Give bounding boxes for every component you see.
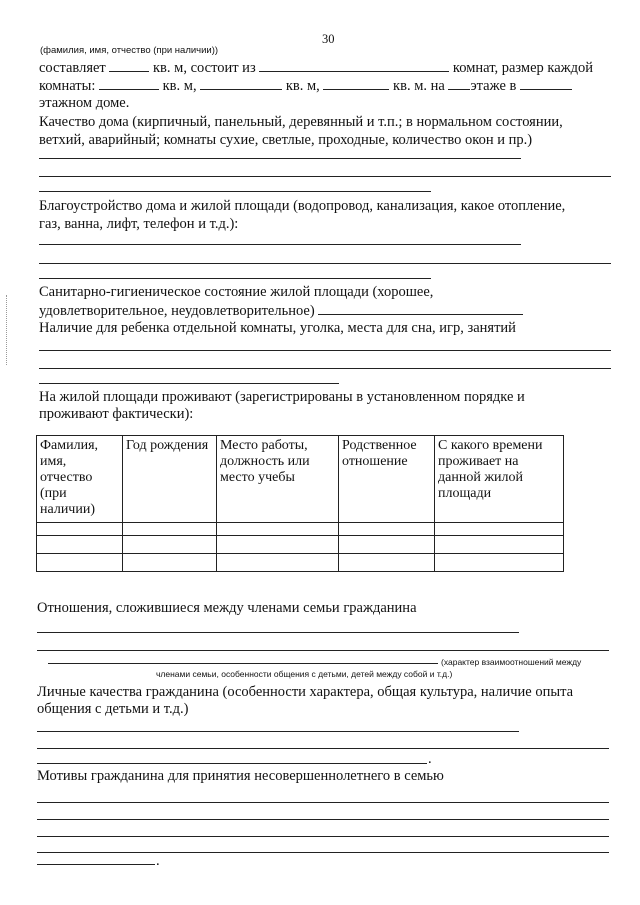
room-1-unit: кв. м, bbox=[162, 78, 197, 94]
personal-answer-line-2[interactable] bbox=[37, 748, 609, 749]
header-relation: Родственное отношение bbox=[339, 436, 435, 523]
floors-total-field[interactable] bbox=[520, 76, 572, 90]
amenities-line-2: газ, ванна, лифт, телефон и т.д.): bbox=[39, 216, 239, 232]
table-cell[interactable] bbox=[37, 523, 123, 536]
table-cell[interactable] bbox=[217, 536, 339, 554]
table-cell[interactable] bbox=[339, 523, 435, 536]
header-birth-year: Год рождения bbox=[123, 436, 217, 523]
motives-answer-line-2[interactable] bbox=[37, 819, 609, 820]
sanitary-field[interactable] bbox=[318, 301, 523, 315]
room-1-field[interactable] bbox=[99, 76, 159, 90]
relations-title: Отношения, сложившиеся между членами семьи гражданина bbox=[37, 600, 417, 616]
residents-line-1: На жилой площади проживают (зарегистрированы в установленном порядке и bbox=[39, 389, 525, 405]
motives-answer-line-3[interactable] bbox=[37, 836, 609, 837]
table-cell[interactable] bbox=[435, 523, 564, 536]
page-number: 30 bbox=[322, 32, 335, 46]
amenities-line-1: Благоустройство дома и жилой площади (водопровод, канализация, какое отопление, bbox=[39, 198, 566, 214]
sanitary-line-1: Санитарно-гигиеническое состояние жилой площади (хорошее, bbox=[39, 284, 434, 300]
table-cell[interactable] bbox=[435, 554, 564, 572]
room-2-unit: кв. м, bbox=[285, 78, 320, 94]
room-3-unit: кв. м. на bbox=[393, 78, 445, 94]
table-cell[interactable] bbox=[217, 554, 339, 572]
area-label-b: кв. м, состоит из bbox=[153, 60, 256, 76]
personal-answer-line-3[interactable] bbox=[37, 763, 427, 764]
child-room-answer-line-2[interactable] bbox=[39, 368, 611, 369]
sanitary-label: удовлетворительное, неудовлетворительное) bbox=[39, 303, 315, 319]
hint-fio: (фамилия, имя, отчество (при наличии)) bbox=[40, 45, 219, 56]
motives-answer-line-1[interactable] bbox=[37, 802, 609, 803]
rooms-label: комнаты: bbox=[39, 78, 96, 94]
floor-field[interactable] bbox=[448, 76, 470, 90]
header-fio: Фамилия, имя, отчество (при наличии) bbox=[37, 436, 123, 523]
amenities-answer-line-2[interactable] bbox=[39, 263, 611, 264]
quality-line-2: ветхий, аварийный; комнаты сухие, светлые, проходные, количество окон и пр.) bbox=[39, 132, 533, 148]
residents-line-2: проживают фактически): bbox=[39, 406, 194, 422]
table-header-row bbox=[37, 436, 564, 523]
table-cell[interactable] bbox=[123, 523, 217, 536]
child-room-answer-line-1[interactable] bbox=[39, 350, 611, 351]
relations-hint-2: членами семьи, особенности общения с детьми, детей между собой и т.д.) bbox=[156, 669, 453, 679]
relations-hint-1: (характер взаимоотношений между bbox=[441, 657, 582, 667]
room-3-field[interactable] bbox=[323, 76, 389, 90]
table-cell[interactable] bbox=[339, 536, 435, 554]
personal-line-1: Личные качества гражданина (особенности характера, общая культура, наличие опыта bbox=[37, 684, 574, 700]
header-workplace: Место работы, должность или место учебы bbox=[217, 436, 339, 523]
scan-artifact-dots bbox=[6, 295, 8, 365]
area-line-1 bbox=[39, 58, 593, 77]
quality-answer-line-3[interactable] bbox=[39, 191, 431, 192]
child-room-label: Наличие для ребенка отдельной комнаты, уголка, места для сна, игр, занятий bbox=[39, 320, 516, 336]
table-row bbox=[37, 523, 564, 536]
table-cell[interactable] bbox=[123, 536, 217, 554]
quality-answer-line-2[interactable] bbox=[39, 176, 611, 177]
area-label-a: составляет bbox=[39, 60, 106, 76]
motives-end-dot: . bbox=[156, 853, 160, 869]
table-cell[interactable] bbox=[37, 554, 123, 572]
motives-label: Мотивы гражданина для принятия несовершеннолетнего в семью bbox=[37, 768, 444, 784]
quality-answer-line-1[interactable] bbox=[39, 158, 521, 159]
sanitary-line-2 bbox=[39, 301, 523, 320]
personal-end-dot: . bbox=[428, 751, 432, 767]
room-2-field[interactable] bbox=[200, 76, 282, 90]
area-label-c: комнат, размер каждой bbox=[452, 60, 594, 76]
quality-line-1: Качество дома (кирпичный, панельный, деревянный и т.п.; в нормальном состоянии, bbox=[39, 114, 563, 130]
floor-label: этаже в bbox=[470, 78, 517, 94]
residents-table bbox=[36, 435, 564, 572]
amenities-answer-line-3[interactable] bbox=[39, 278, 431, 279]
relations-answer-line-3[interactable] bbox=[48, 663, 438, 664]
amenities-answer-line-1[interactable] bbox=[39, 244, 521, 245]
table-cell[interactable] bbox=[123, 554, 217, 572]
table-row bbox=[37, 554, 564, 572]
table-cell[interactable] bbox=[339, 554, 435, 572]
table-cell[interactable] bbox=[435, 536, 564, 554]
rooms-count-field[interactable] bbox=[259, 58, 449, 72]
area-line-3: этажном доме. bbox=[39, 95, 130, 111]
header-since: С какого времени проживает на данной жилой площади bbox=[435, 436, 564, 523]
child-room-answer-line-3[interactable] bbox=[39, 383, 339, 384]
table-cell[interactable] bbox=[37, 536, 123, 554]
personal-line-2: общения с детьми и т.д.) bbox=[37, 701, 189, 717]
personal-answer-line-1[interactable] bbox=[37, 731, 519, 732]
area-line-2 bbox=[39, 76, 572, 95]
table-row bbox=[37, 536, 564, 554]
area-total-field[interactable] bbox=[109, 58, 149, 72]
motives-answer-line-4[interactable] bbox=[37, 852, 609, 853]
table-cell[interactable] bbox=[217, 523, 339, 536]
relations-answer-line-1[interactable] bbox=[37, 632, 519, 633]
motives-answer-line-5[interactable] bbox=[37, 864, 155, 865]
relations-answer-line-2[interactable] bbox=[37, 650, 609, 651]
